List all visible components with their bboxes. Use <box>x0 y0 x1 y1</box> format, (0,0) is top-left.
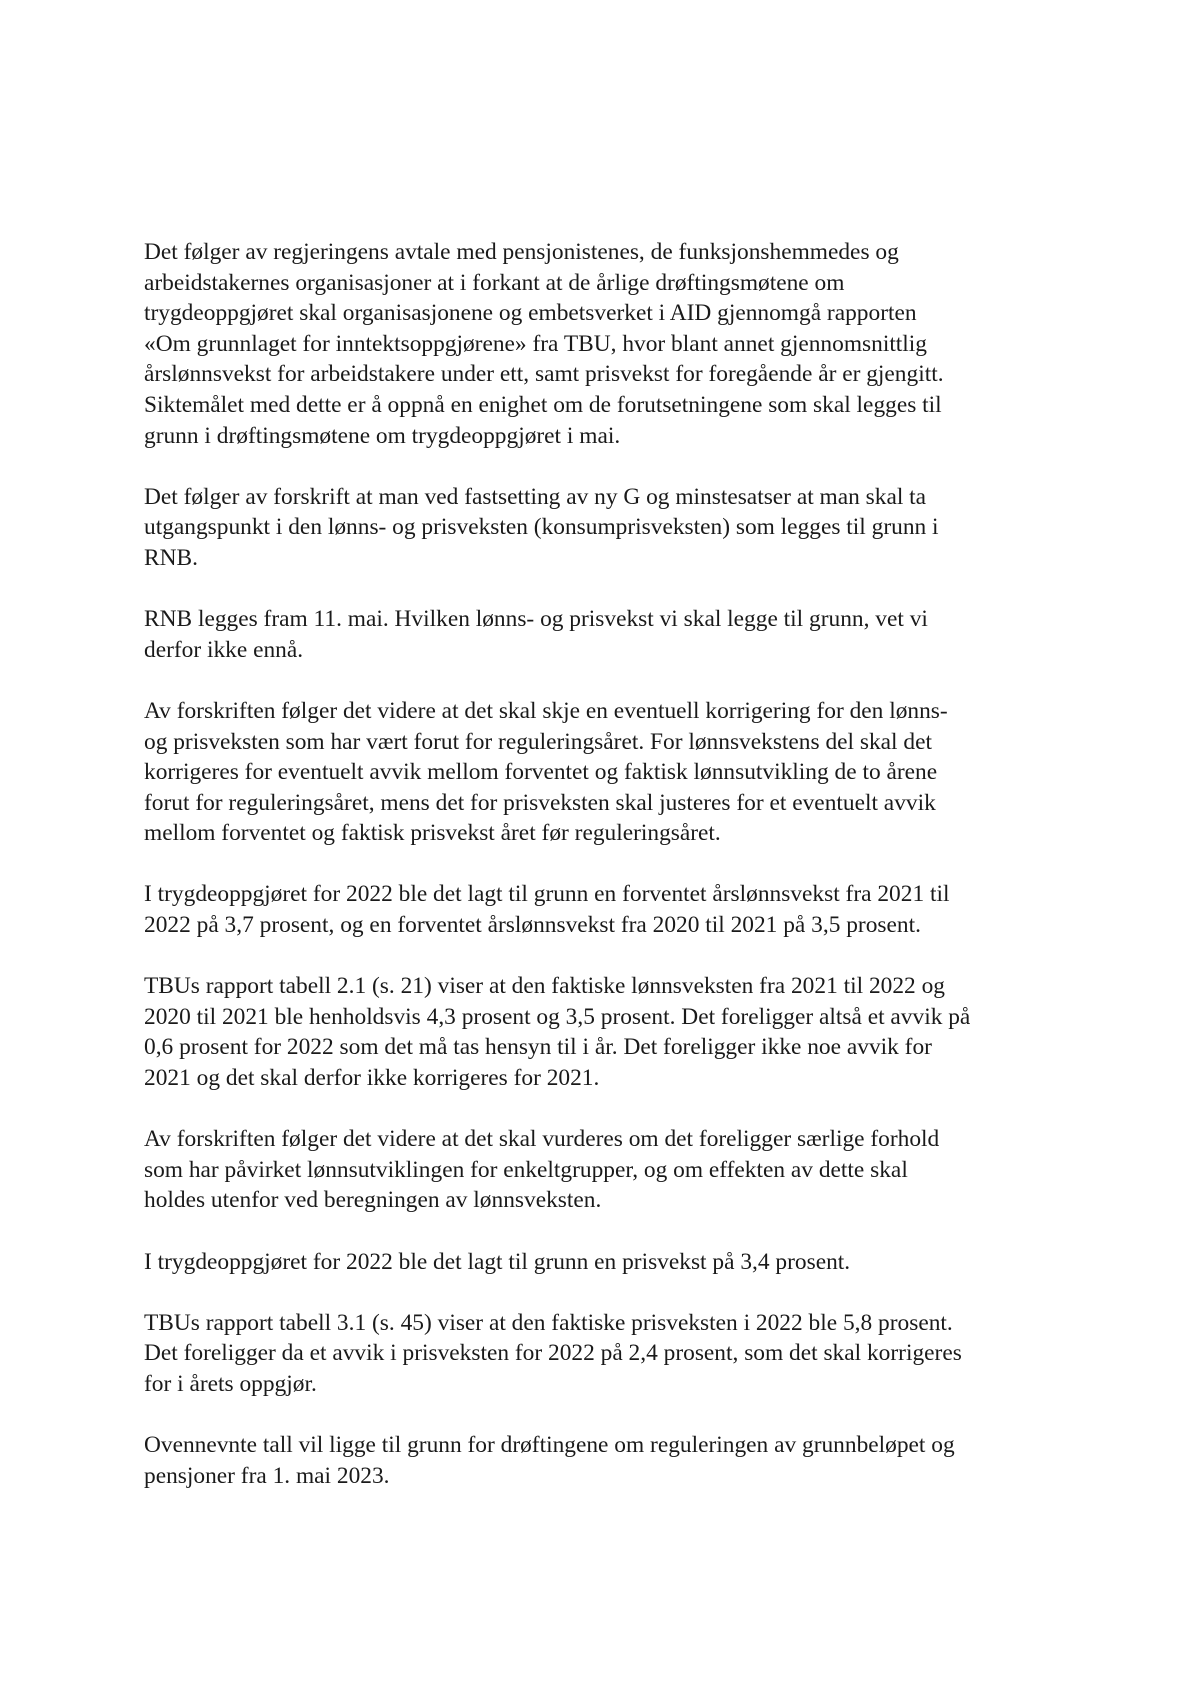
text-line: derfor ikke ennå. <box>144 636 304 663</box>
text-line: utgangspunkt i den lønns- og prisveksten (konsumprisveksten) som legges til grunn i <box>144 514 939 541</box>
text-line: TBUs rapport tabell 2.1 (s. 21) viser at den faktiske lønnsveksten fra 2021 til 2022 og <box>144 973 945 1000</box>
text-line: Det følger av regjeringens avtale med pensjonistenes, de funksjonshemmedes og <box>144 239 899 265</box>
paragraph-tbu-tabell-3-1 <box>144 1308 1074 1400</box>
paragraph-korrigering <box>144 696 1074 849</box>
text-line: mellom forventet og faktisk prisvekst året før reguleringsåret. <box>144 820 721 847</box>
text-line: og prisveksten som har vært forut for reguleringsåret. For lønnsvekstens del skal det <box>144 728 932 755</box>
text-line: grunn i drøftingsmøtene om trygdeoppgjøret i mai. <box>144 422 621 449</box>
text-line: I trygdeoppgjøret for 2022 ble det lagt til grunn en prisvekst på 3,4 prosent. <box>144 1248 851 1275</box>
text-line: for i årets oppgjør. <box>144 1370 317 1397</box>
paragraph-prisvekst-2022 <box>144 1247 1074 1278</box>
paragraph-konklusjon <box>144 1430 1074 1491</box>
text-line: Ovennevnte tall vil ligge til grunn for drøftingene om reguleringen av grunnbeløpet og <box>144 1432 955 1459</box>
text-line: 2020 til 2021 ble henholdsvis 4,3 prosent og 3,5 prosent. Det foreligger altså et avvik på <box>144 1003 971 1030</box>
text-line: holdes utenfor ved beregningen av lønnsveksten. <box>144 1187 602 1214</box>
document-body <box>144 237 1074 1522</box>
text-line: 2022 på 3,7 prosent, og en forventet årslønnsvekst fra 2020 til 2021 på 3,5 prosent. <box>144 912 921 939</box>
text-line: Av forskriften følger det videre at det skal skje en eventuell korrigering for den lønns- <box>144 697 948 724</box>
text-line: 0,6 prosent for 2022 som det må tas hensyn til i år. Det foreligger ikke noe avvik for <box>144 1034 932 1061</box>
text-line: Det følger av forskrift at man ved fastsetting av ny G og minstesatser at man skal ta <box>144 483 927 510</box>
text-line: som har påvirket lønnsutviklingen for enkeltgrupper, og om effekten av dette skal <box>144 1156 908 1183</box>
text-line: årslønnsvekst for arbeidstakere under ett, samt prisvekst for foregående år er gjengitt. <box>144 361 944 388</box>
text-line: arbeidstakernes organisasjoner at i forkant at de årlige drøftingsmøtene om <box>144 269 845 296</box>
text-line: pensjoner fra 1. mai 2023. <box>144 1462 390 1489</box>
text-line: «Om grunnlaget for inntektsoppgjørene» fra TBU, hvor blant annet gjennomsnittlig <box>144 330 928 357</box>
text-line: Det foreligger da et avvik i prisveksten for 2022 på 2,4 prosent, som det skal korrigeres <box>144 1340 962 1367</box>
paragraph-tbu-tabell-2-1 <box>144 971 1074 1093</box>
paragraph-avtale <box>144 237 1074 451</box>
text-line: RNB legges fram 11. mai. Hvilken lønns- og prisvekst vi skal legge til grunn, vet vi <box>144 606 928 633</box>
text-line: TBUs rapport tabell 3.1 (s. 45) viser at den faktiske prisveksten i 2022 ble 5,8 prosent. <box>144 1309 953 1336</box>
paragraph-forventet-lonnsvekst <box>144 879 1074 940</box>
text-line: Av forskriften følger det videre at det skal vurderes om det foreligger særlige forhold <box>144 1126 940 1153</box>
text-line: Siktemålet med dette er å oppnå en enighet om de forutsetningene som skal legges til <box>144 391 942 418</box>
text-line: 2021 og det skal derfor ikke korrigeres for 2021. <box>144 1065 600 1092</box>
paragraph-rnb <box>144 604 1074 665</box>
text-line: RNB. <box>144 544 198 571</box>
paragraph-saerlige-forhold <box>144 1124 1074 1216</box>
text-line: I trygdeoppgjøret for 2022 ble det lagt til grunn en forventet årslønnsvekst fra 2021 til <box>144 881 950 908</box>
text-line: forut for reguleringsåret, mens det for prisveksten skal justeres for et eventuelt avvik <box>144 789 936 816</box>
text-line: korrigeres for eventuelt avvik mellom forventet og faktisk lønnsutvikling de to årene <box>144 759 938 786</box>
text-line: trygdeoppgjøret skal organisasjonene og embetsverket i AID gjennomgå rapporten <box>144 300 917 327</box>
paragraph-forskrift <box>144 482 1074 574</box>
